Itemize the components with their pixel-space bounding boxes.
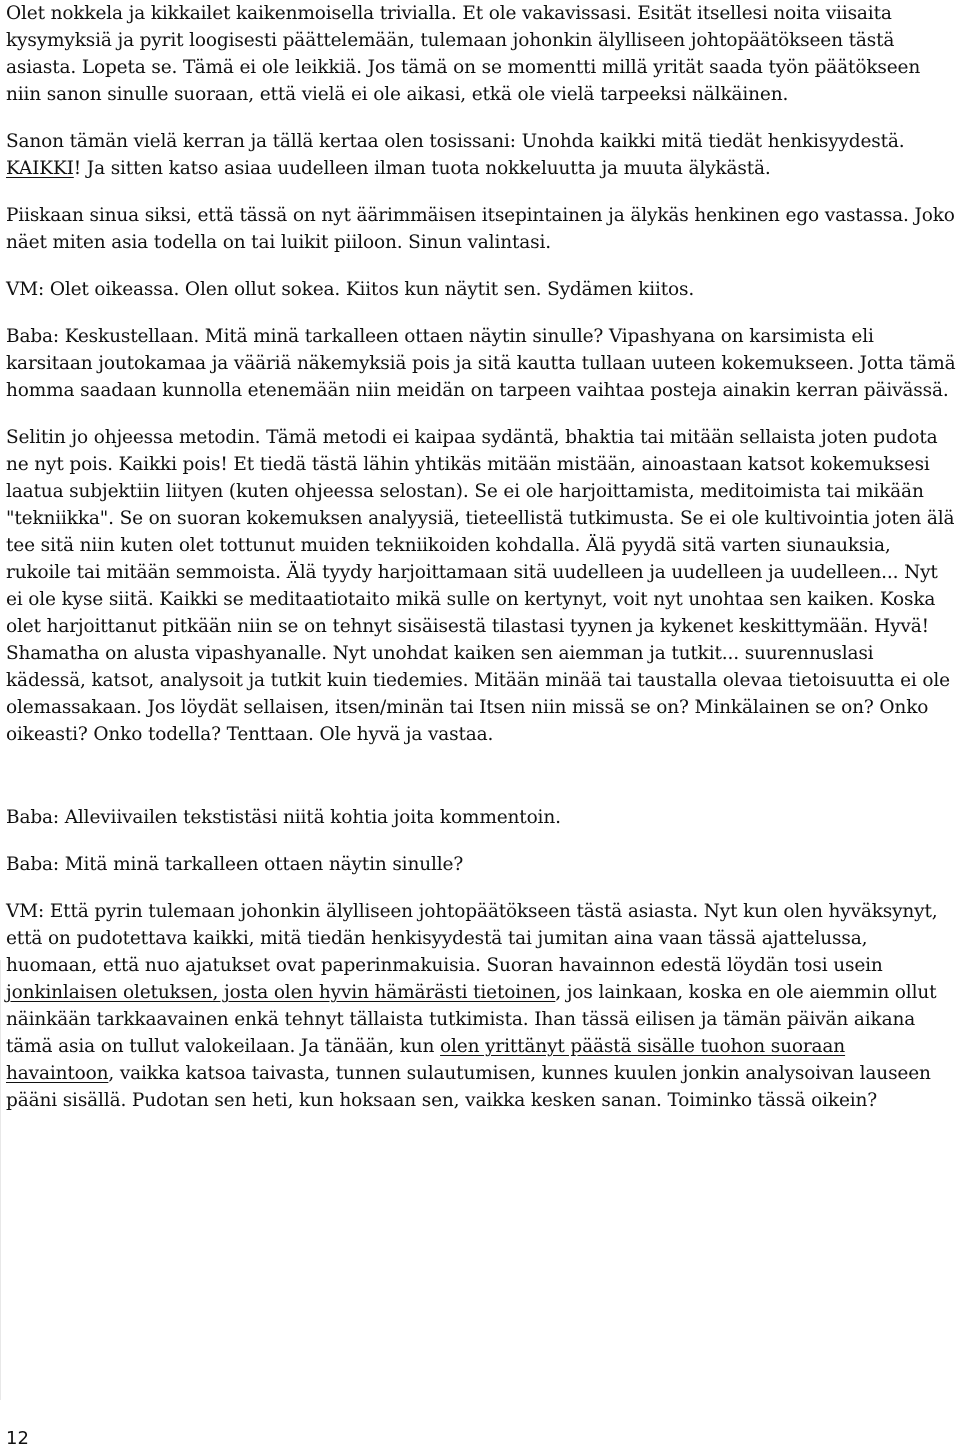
text-segment: Baba: Keskustellaan. Mitä minä tarkalleen ottaen näytin sinulle? Vipashyana on karsimista eli karsitaan joutokamaa ja vääriä näkemyksiä pois ja sitä kautta tullaan uuteen kokemukseen. Jotta tämä homma saadaan kunnolla etenemään niin meidän on tarpeen vaihtaa posteja ainakin kerran päivässä. xyxy=(6,326,956,401)
paragraph xyxy=(6,0,956,108)
page-number: 12 xyxy=(6,1428,29,1449)
paragraph xyxy=(6,898,956,1114)
paragraph xyxy=(6,323,956,404)
underlined-text: KAIKKI xyxy=(6,158,74,179)
text-segment: VM: Olet oikeassa. Olen ollut sokea. Kiitos kun näytit sen. Sydämen kiitos. xyxy=(6,279,695,300)
paragraph xyxy=(6,424,956,748)
document-body xyxy=(6,0,956,1114)
text-segment: , jos lainkaan, koska en ole aiemmin ollut näinkään tarkkaavainen enkä tehnyt tällaista tutkimista. Ihan tässä eilisen ja tämän päivän aikana tämä asia on tullut valokeilaan. Ja tänään, kun xyxy=(6,982,937,1057)
text-segment: Piiskaan sinua siksi, että tässä on nyt äärimmäisen itsepintainen ja älykäs henkinen ego vastassa. Joko näet miten asia todella on tai luikit piiloon. Sinun valintasi. xyxy=(6,205,955,253)
text-segment: ! Ja sitten katso asiaa uudelleen ilman tuota nokkeluutta ja muuta älykästä. xyxy=(73,158,771,179)
paragraph xyxy=(6,804,956,831)
underlined-text: olen yrittänyt päästä sisälle tuohon suoraan havaintoon xyxy=(6,1036,846,1084)
paragraph xyxy=(6,276,956,303)
text-segment: Baba: Alleviivailen tekstistäsi niitä kohtia joita kommentoin. xyxy=(6,807,561,828)
paragraph xyxy=(6,128,956,182)
text-segment: VM: Että pyrin tulemaan johonkin älylliseen johtopäätökseen tästä asiasta. Nyt kun olen hyväksynyt, että on pudotettava kaikki, mitä tiedän henkisyydestä tai jumitan aina vaan tässä ajattelussa, huomaan, että nuo ajatukset ovat paperinmakuisia. Suoran havainnon edestä löydän tosi usein xyxy=(6,901,938,976)
underlined-text: jonkinlaisen oletuksen, josta olen hyvin hämärästi tietoinen xyxy=(6,982,556,1003)
text-segment: , vaikka katsoa taivasta, tunnen sulautumisen, kunnes kuulen jonkin analysoivan lauseen pääni sisällä. Pudotan sen heti, kun hoksaan sen, vaikka kesken sanan. Toiminko tässä oikein? xyxy=(6,1063,931,1111)
paragraph xyxy=(6,851,956,878)
paragraph xyxy=(6,202,956,256)
text-segment: Selitin jo ohjeessa metodin. Tämä metodi ei kaipaa sydäntä, bhaktia tai mitään sellaista joten pudota ne nyt pois. Kaikki pois! Et tiedä tästä lähin yhtikäs mitään mistään, ainoastaan katsot kokemuksesi laatua subjektiin liityen (kuten ohjeessa selostan). Se ei ole harjoittamista, meditoimista tai mikään "tekniikka". Se on suoran kokemuksen analyysiä, tieteellistä tutkimusta. Se ei ole kultivointia joten älä tee sitä niin kuten olet tottunut muiden tekniikoiden kohdalla. Älä pyydä sitä varten siunauksia, rukoile tai mitään semmoista. Älä tyydy harjoittamaan sitä uudelleen ja uudelleen ja uudelleen... Nyt ei ole kyse siitä. Kaikki se meditaatiotaito mikä sulle on kertynyt, voit nyt unohtaa sen kaiken. Koska olet harjoittanut pitkään niin se on tehnyt sisäisestä tilastasi tyynen ja kykenet keskittymään. Hyvä! Shamatha on alusta vipashyanalle. Nyt unohdat kaiken sen aiemman ja tutkit... suurennuslasi kädessä, katsot, analysoit ja tutkit kuin tiedemies. Mitään minää tai taustalla olevaa tietoisuutta ei ole olemassakaan. Jos löydät sellaisen, itsen/minän tai Itsen niin missä se on? Minkälainen se on? Onko oikeasti? Onko todella? Tenttaan. Ole hyvä ja vastaa. xyxy=(6,427,955,745)
text-segment: Baba: Mitä minä tarkalleen ottaen näytin sinulle? xyxy=(6,854,464,875)
text-segment: Sanon tämän vielä kerran ja tällä kertaa olen tosissani: Unohda kaikki mitä tiedät henkisyydestä. xyxy=(6,131,905,152)
text-segment: Olet nokkela ja kikkailet kaikenmoisella trivialla. Et ole vakavissasi. Esität itsellesi noita viisaita kysymyksiä ja pyrit loogisesti päättelemään, tulemaan johonkin älylliseen johtopäätökseen tästä asiasta. Lopeta se. Tämä ei ole leikkiä. Jos tämä on se momentti millä yrität saada työn päätökseen niin sanon sinulle suoraan, että vielä ei ole aikasi, etkä ole vielä tarpeeksi nälkäinen. xyxy=(6,3,921,105)
margin-rule xyxy=(0,960,1,1400)
